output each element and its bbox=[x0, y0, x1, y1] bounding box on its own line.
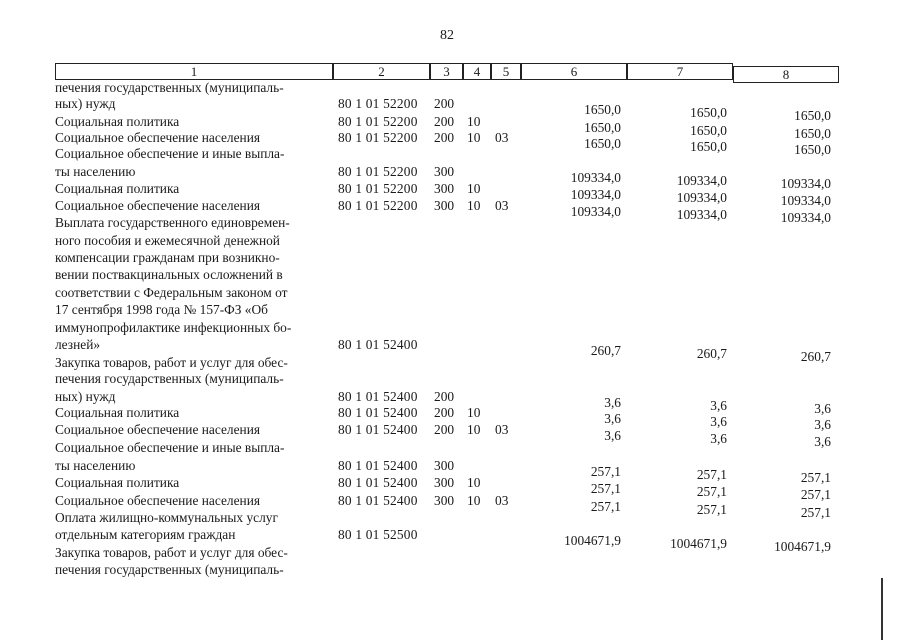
row-amount-8: 3,6 bbox=[814, 401, 831, 416]
row-amount-7: 3,6 bbox=[710, 398, 727, 413]
row-section: 10 bbox=[467, 198, 481, 213]
row-kbk-code: 80 1 01 52200 bbox=[338, 181, 418, 196]
row-section: 10 bbox=[467, 130, 481, 145]
row-description: Социальная политика bbox=[55, 114, 180, 129]
row-description: компенсации гражданам при возникно- bbox=[55, 250, 280, 265]
row-amount-7: 3,6 bbox=[710, 414, 727, 429]
row-description: ных) нужд bbox=[55, 96, 116, 111]
row-amount-6: 257,1 bbox=[590, 464, 621, 479]
row-expense-type: 200 bbox=[434, 96, 455, 111]
row-description: соответствии с Федеральным законом от bbox=[55, 285, 288, 300]
row-description: ты населению bbox=[55, 164, 136, 179]
header-col-4: 4 bbox=[463, 63, 491, 80]
row-subsection: 03 bbox=[495, 422, 509, 437]
row-description: печения государственных (муниципаль- bbox=[55, 562, 284, 577]
row-description: вении поствакцинальных осложнений в bbox=[55, 267, 283, 282]
row-amount-8: 109334,0 bbox=[780, 193, 831, 208]
header-col-6: 6 bbox=[521, 63, 627, 80]
row-amount-8: 3,6 bbox=[814, 417, 831, 432]
row-expense-type: 200 bbox=[434, 405, 455, 420]
row-amount-8: 109334,0 bbox=[780, 210, 831, 225]
row-kbk-code: 80 1 01 52400 bbox=[338, 389, 418, 404]
row-amount-6: 109334,0 bbox=[570, 170, 621, 185]
page-number: 82 bbox=[440, 28, 454, 43]
row-amount-8: 260,7 bbox=[800, 349, 831, 364]
row-kbk-code: 80 1 01 52400 bbox=[338, 337, 418, 352]
row-expense-type: 300 bbox=[434, 493, 455, 508]
page-edge-line bbox=[881, 578, 883, 640]
row-kbk-code: 80 1 01 52500 bbox=[338, 527, 418, 542]
row-kbk-code: 80 1 01 52200 bbox=[338, 114, 418, 129]
header-col-5: 5 bbox=[491, 63, 521, 80]
row-description: Социальная политика bbox=[55, 181, 180, 196]
row-amount-7: 109334,0 bbox=[676, 190, 727, 205]
row-amount-6: 260,7 bbox=[590, 343, 621, 358]
row-amount-6: 1650,0 bbox=[584, 120, 621, 135]
row-kbk-code: 80 1 01 52400 bbox=[338, 422, 418, 437]
row-subsection: 03 bbox=[495, 493, 509, 508]
row-section: 10 bbox=[467, 181, 481, 196]
row-description: Социальное обеспечение и иные выпла- bbox=[55, 146, 285, 161]
header-col-1: 1 bbox=[55, 63, 333, 80]
row-kbk-code: 80 1 01 52200 bbox=[338, 130, 418, 145]
row-description: Социальное обеспечение населения bbox=[55, 130, 261, 145]
row-amount-7: 257,1 bbox=[696, 484, 727, 499]
row-amount-7: 3,6 bbox=[710, 431, 727, 446]
row-description: Закупка товаров, работ и услуг для обес- bbox=[55, 545, 288, 560]
row-amount-8: 257,1 bbox=[800, 505, 831, 520]
row-kbk-code: 80 1 01 52400 bbox=[338, 405, 418, 420]
row-description: Социальное обеспечение и иные выпла- bbox=[55, 440, 285, 455]
row-expense-type: 300 bbox=[434, 164, 455, 179]
row-description: отдельным категориям граждан bbox=[55, 527, 236, 542]
row-description: Оплата жилищно-коммунальных услуг bbox=[55, 510, 278, 525]
row-expense-type: 300 bbox=[434, 181, 455, 196]
row-section: 10 bbox=[467, 422, 481, 437]
row-amount-8: 1004671,9 bbox=[774, 539, 831, 554]
row-description: Социальная политика bbox=[55, 475, 180, 490]
row-amount-6: 3,6 bbox=[604, 395, 621, 410]
row-kbk-code: 80 1 01 52400 bbox=[338, 493, 418, 508]
row-amount-8: 3,6 bbox=[814, 434, 831, 449]
row-amount-6: 3,6 bbox=[604, 428, 621, 443]
row-description: 17 сентября 1998 года № 157-ФЗ «Об bbox=[55, 302, 268, 317]
row-amount-6: 1004671,9 bbox=[564, 533, 621, 548]
row-description: Социальное обеспечение населения bbox=[55, 422, 261, 437]
row-amount-6: 1650,0 bbox=[584, 136, 621, 151]
row-description: ного пособия и ежемесячной денежной bbox=[55, 233, 280, 248]
row-amount-8: 257,1 bbox=[800, 470, 831, 485]
row-amount-6: 257,1 bbox=[590, 481, 621, 496]
row-amount-7: 1004671,9 bbox=[670, 536, 727, 551]
row-amount-8: 109334,0 bbox=[780, 176, 831, 191]
row-expense-type: 300 bbox=[434, 475, 455, 490]
row-amount-7: 260,7 bbox=[696, 346, 727, 361]
header-col-7: 7 bbox=[627, 63, 733, 80]
row-expense-type: 300 bbox=[434, 458, 455, 473]
row-description: Социальное обеспечение населения bbox=[55, 198, 261, 213]
row-amount-7: 1650,0 bbox=[690, 139, 727, 154]
row-description: Социальная политика bbox=[55, 405, 180, 420]
row-description: печения государственных (муниципаль- bbox=[55, 371, 284, 386]
row-amount-8: 257,1 bbox=[800, 487, 831, 502]
row-amount-6: 109334,0 bbox=[570, 204, 621, 219]
row-expense-type: 200 bbox=[434, 114, 455, 129]
header-col-3: 3 bbox=[430, 63, 463, 80]
row-expense-type: 200 bbox=[434, 422, 455, 437]
row-amount-7: 109334,0 bbox=[676, 207, 727, 222]
row-description: печения государственных (муниципаль- bbox=[55, 80, 284, 95]
row-description: ты населению bbox=[55, 458, 136, 473]
row-subsection: 03 bbox=[495, 130, 509, 145]
row-amount-7: 109334,0 bbox=[676, 173, 727, 188]
row-amount-7: 257,1 bbox=[696, 502, 727, 517]
row-kbk-code: 80 1 01 52400 bbox=[338, 458, 418, 473]
row-amount-8: 1650,0 bbox=[794, 142, 831, 157]
row-subsection: 03 bbox=[495, 198, 509, 213]
row-amount-6: 3,6 bbox=[604, 411, 621, 426]
row-section: 10 bbox=[467, 405, 481, 420]
row-section: 10 bbox=[467, 475, 481, 490]
row-expense-type: 200 bbox=[434, 389, 455, 404]
row-amount-6: 257,1 bbox=[590, 499, 621, 514]
row-section: 10 bbox=[467, 114, 481, 129]
row-kbk-code: 80 1 01 52200 bbox=[338, 164, 418, 179]
row-description: Выплата государственного единовремен- bbox=[55, 215, 290, 230]
row-amount-7: 1650,0 bbox=[690, 105, 727, 120]
header-col-2: 2 bbox=[333, 63, 430, 80]
row-amount-7: 257,1 bbox=[696, 467, 727, 482]
row-amount-8: 1650,0 bbox=[794, 108, 831, 123]
row-description: лезней» bbox=[55, 337, 101, 352]
row-amount-6: 109334,0 bbox=[570, 187, 621, 202]
row-kbk-code: 80 1 01 52200 bbox=[338, 198, 418, 213]
row-section: 10 bbox=[467, 493, 481, 508]
row-expense-type: 300 bbox=[434, 198, 455, 213]
row-description: Закупка товаров, работ и услуг для обес- bbox=[55, 355, 288, 370]
row-amount-6: 1650,0 bbox=[584, 102, 621, 117]
row-description: ных) нужд bbox=[55, 389, 116, 404]
row-kbk-code: 80 1 01 52200 bbox=[338, 96, 418, 111]
row-description: иммунопрофилактике инфекционных бо- bbox=[55, 320, 292, 335]
row-kbk-code: 80 1 01 52400 bbox=[338, 475, 418, 490]
row-expense-type: 200 bbox=[434, 130, 455, 145]
row-amount-7: 1650,0 bbox=[690, 123, 727, 138]
header-col-8: 8 bbox=[733, 66, 839, 83]
row-description: Социальное обеспечение населения bbox=[55, 493, 261, 508]
row-amount-8: 1650,0 bbox=[794, 126, 831, 141]
